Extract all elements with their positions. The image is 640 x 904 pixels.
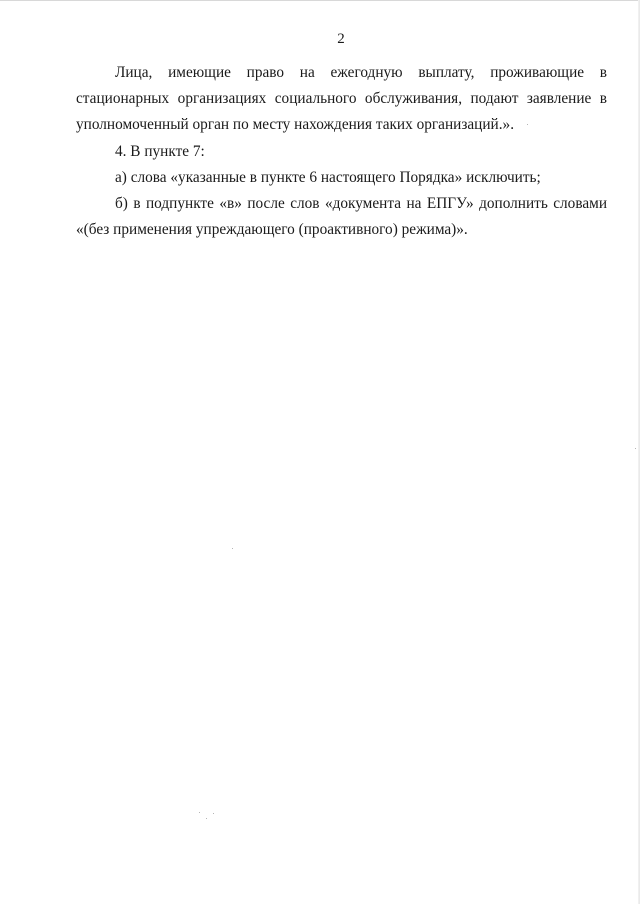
scan-speck [635, 448, 636, 449]
scan-speck [232, 548, 233, 549]
page-number: 2 [337, 31, 345, 47]
page-top-edge [0, 0, 640, 1]
scan-speck [527, 124, 528, 125]
paragraph-subitem-a: а) слова «указанные в пункте 6 настоящего Порядка» исключить; [115, 168, 541, 186]
scan-speck [213, 813, 214, 814]
paragraph-residents: Лица, имеющие право на ежегодную выплату, проживающие в стационарных организациях социального обслуживания, подают заявление в уполномоченный орган по месту нахождения таких организаций.». [76, 64, 607, 134]
scan-speck [199, 812, 200, 813]
scan-speck [206, 818, 207, 819]
paragraph-subitem-b: б) в подпункте «в» после слов «документа на ЕПГУ» дополнить словами «(без применения упреждающего (проактивного) режима)». [76, 195, 607, 239]
document-body [76, 60, 607, 243]
paragraph-item-4-heading: 4. В пункте 7: [115, 142, 205, 160]
